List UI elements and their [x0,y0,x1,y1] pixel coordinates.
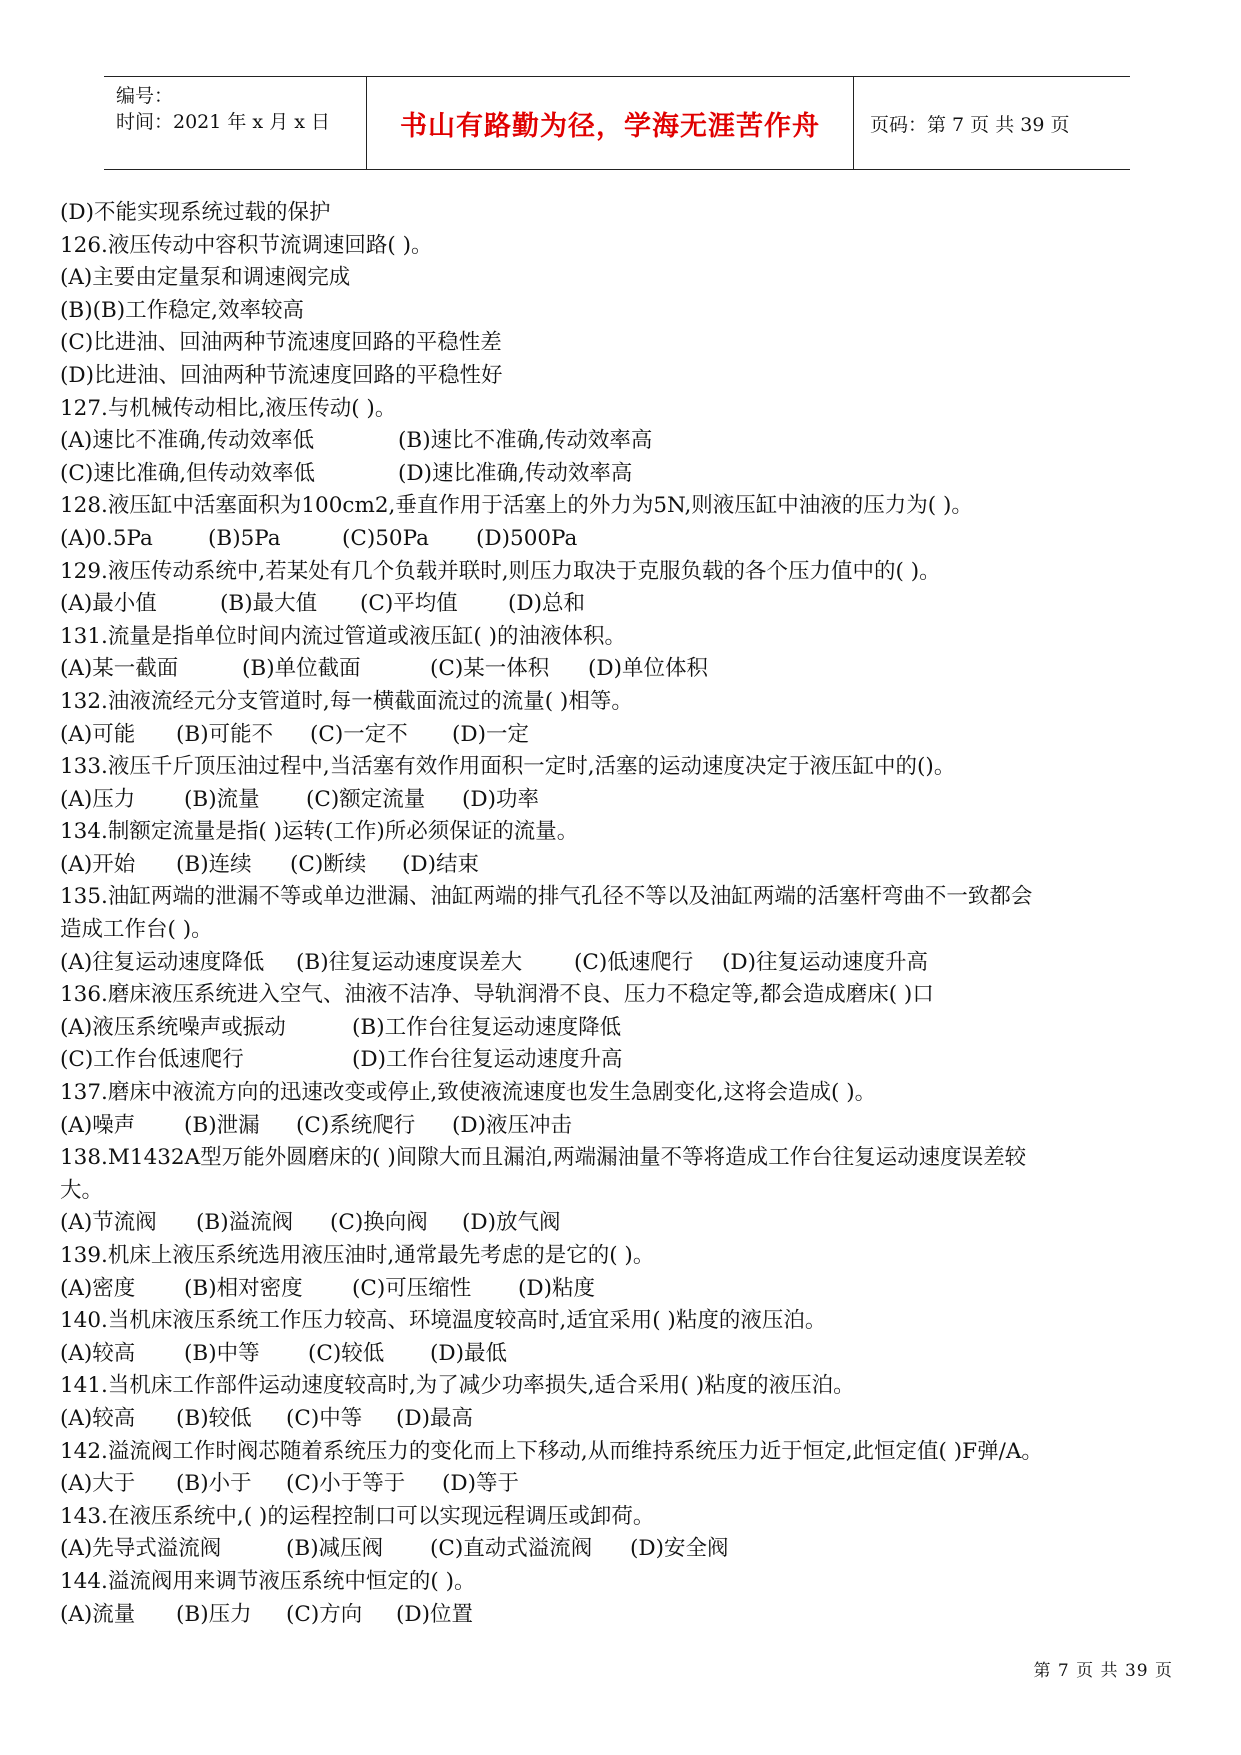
answer-option: (B)泄漏 [184,1112,260,1138]
options-line [60,1207,1190,1240]
motto: 书山有路勤为径，学海无涯苦作舟 [400,110,820,142]
answer-option: (D)工作台往复运动速度升高 [352,1047,623,1073]
question-line: (D)不能实现系统过载的保护 [60,200,331,225]
answer-option: (D)功率 [462,786,540,812]
answer-option: (C)平均值 [360,591,458,617]
question-line: 131.流量是指单位时间内流过管道或液压缸( )的油液体积。 [60,623,626,649]
options-line [60,719,1190,752]
answer-option: (C)断续 [290,851,367,877]
answer-option: (D)500Pa [476,525,578,551]
answer-option: (C)系统爬行 [296,1112,416,1138]
answer-option: (B)流量 [184,786,260,812]
answer-option: (B)相对密度 [184,1275,303,1301]
question-line: 143.在液压系统中,( )的运程控制口可以实现远程调压或卸荷。 [60,1503,655,1529]
options-line [60,849,1190,882]
answer-option: (A)某一截面 [60,656,179,682]
answer-option: (B)溢流阀 [196,1210,294,1236]
question-line: 141.当机床工作部件运动速度较高时,为了减少功率损失,适合采用( )粘度的液压泊。 [60,1373,855,1399]
question-line: 140.当机床液压系统工作压力较高、环境温度较高时,适宜采用( )粘度的液压泊。 [60,1308,827,1334]
answer-option: (B)速比不准确,传动效率高 [398,428,653,454]
question-line: 132.油液流经元分支管道时,每一横截面流过的流量( )相等。 [60,688,633,714]
options-line [60,947,1190,980]
question-line: 142.溢流阀工作时阀芯随着系统压力的变化而上下移动,从而维持系统压力近于恒定,此恒定值( )F弹/A。 [60,1438,1043,1464]
question-line: (D)比进油、回油两种节流速度回路的平稳性好 [60,362,503,388]
options-line [60,1599,1190,1632]
answer-option: (C)低速爬行 [574,949,694,975]
answer-option: (D)最高 [396,1405,474,1431]
answer-option: (C)可压缩性 [352,1275,472,1301]
answer-option: (B)工作台往复运动速度降低 [352,1014,622,1040]
options-line [60,653,1190,686]
answer-option: (D)液压冲击 [452,1112,573,1138]
answer-option: (A)大于 [60,1471,136,1497]
header-page-cell [854,77,1130,169]
answer-option: (C)额定流量 [306,786,426,812]
answer-option: (C)较低 [308,1340,385,1366]
answer-option: (D)往复运动速度升高 [722,949,929,975]
options-line [60,1012,1190,1045]
answer-option: (A)密度 [60,1275,136,1301]
question-line: 127.与机械传动相比,液压传动( )。 [60,395,397,421]
answer-option: (C)工作台低速爬行 [60,1047,244,1073]
question-line: 大。 [60,1177,104,1203]
question-line: 134.制额定流量是指( )运转(工作)所必须保证的流量。 [60,819,579,845]
options-line [60,1044,1190,1077]
options-line [60,458,1190,491]
answer-option: (A)速比不准确,传动效率低 [60,428,315,454]
answer-option: (A)最小值 [60,591,157,617]
answer-option: (B)可能不 [176,721,274,747]
question-line: (A)主要由定量泵和调速阀完成 [60,265,351,291]
question-line: 139.机床上液压系统选用液压油时,通常最先考虑的是它的( )。 [60,1243,655,1268]
question-line: 造成工作台( )。 [60,917,213,943]
answer-option: (C)直动式溢流阀 [430,1536,593,1562]
answer-option: (C)换向阀 [330,1210,428,1236]
answer-option: (C)小于等于 [286,1471,406,1497]
answer-option: (C)50Pa [342,525,429,551]
header-meta [104,77,367,169]
document-body [60,197,1190,1631]
options-line [60,1338,1190,1371]
answer-option: (D)结束 [402,851,480,877]
options-line [60,784,1190,817]
question-line: (B)(B)工作稳定,效率较高 [60,297,304,323]
question-line: 133.液压千斤顶压油过程中,当活塞有效作用面积一定时,活塞的运动速度决定于液压缸中的()。 [60,754,956,780]
answer-option: (D)总和 [508,591,586,617]
question-line: 136.磨床液压系统进入空气、油液不洁净、导轨润滑不良、压力不稳定等,都会造成磨床( )口 [60,982,934,1008]
options-line [60,425,1190,458]
question-line: 144.溢流阀用来调节液压系统中恒定的( )。 [60,1568,476,1594]
answer-option: (C)速比准确,但传动效率低 [60,460,316,486]
time-label: 时间：2021 年 x 月 x 日 [116,111,330,133]
answer-option: (A)开始 [60,851,136,877]
answer-option: (A)较高 [60,1405,136,1431]
answer-option: (D)安全阀 [630,1536,729,1562]
question-line: 137.磨床中液流方向的迅速改变或停止,致使液流速度也发生急剧变化,这将会造成( )。 [60,1080,877,1106]
answer-option: (D)等于 [442,1471,520,1497]
answer-option: (B)单位截面 [242,656,361,682]
question-line: 129.液压传动系统中,若某处有几个负载并联时,则压力取决于克服负载的各个压力值中的( )。 [60,558,941,584]
page-header [104,76,1130,170]
answer-option: (B)往复运动速度误差大 [296,949,523,975]
answer-option: (A)液压系统噪声或振动 [60,1014,286,1040]
options-line [60,1273,1190,1306]
question-line: 135.油缸两端的泄漏不等或单边泄漏、油缸两端的排气孔径不等以及油缸两端的活塞杆弯曲不一致都会 [60,884,1033,910]
answer-option: (B)最大值 [220,591,318,617]
page-info: 页码：第 7 页 共 39 页 [870,113,1070,136]
options-line [60,523,1190,556]
answer-option: (B)减压阀 [286,1536,384,1562]
answer-option: (D)最低 [430,1340,508,1366]
answer-option: (A)流量 [60,1601,136,1627]
options-line [60,1468,1190,1501]
question-line: 126.液压传动中容积节流调速回路( )。 [60,232,433,258]
answer-option: (A)节流阀 [60,1210,157,1236]
answer-option: (C)方向 [286,1601,363,1627]
answer-option: (B)连续 [176,851,252,877]
answer-option: (C)中等 [286,1405,363,1431]
answer-option: (A)较高 [60,1340,136,1366]
options-line [60,588,1190,621]
answer-option: (C)某一体积 [430,656,550,682]
answer-option: (B)5Pa [208,525,281,551]
answer-option: (D)放气阀 [462,1210,561,1236]
question-line: 138.M1432A型万能外圆磨床的( )间隙大而且漏泊,两端漏油量不等将造成工作台往复运动速度误差较 [60,1145,1027,1171]
options-line [60,1403,1190,1436]
answer-option: (B)较低 [176,1405,252,1431]
question-line: 128.液压缸中活塞面积为100cm2,垂直作用于活塞上的外力为5N,则液压缸中油液的压力为( )。 [60,493,973,519]
answer-option: (B)压力 [176,1601,252,1627]
answer-option: (D)速比准确,传动效率高 [398,460,633,486]
answer-option: (A)压力 [60,786,136,812]
options-line [60,1110,1190,1143]
answer-option: (D)单位体积 [588,656,709,682]
page-footer: 第 7 页 共 39 页 [1033,1661,1173,1681]
answer-option: (D)粘度 [518,1275,596,1301]
answer-option: (A)往复运动速度降低 [60,949,265,975]
answer-option: (A)0.5Pa [60,525,153,551]
header-motto-cell [367,77,854,169]
answer-option: (A)先导式溢流阀 [60,1536,222,1562]
answer-option: (B)小于 [176,1471,252,1497]
answer-option: (D)位置 [396,1601,474,1627]
options-line [60,1533,1190,1566]
answer-option: (A)噪声 [60,1112,136,1138]
answer-option: (C)一定不 [310,721,408,747]
number-label: 编号： [116,85,174,107]
question-line: (C)比进油、回油两种节流速度回路的平稳性差 [60,330,502,356]
answer-option: (B)中等 [184,1340,260,1366]
answer-option: (A)可能 [60,721,136,747]
answer-option: (D)一定 [452,721,530,747]
